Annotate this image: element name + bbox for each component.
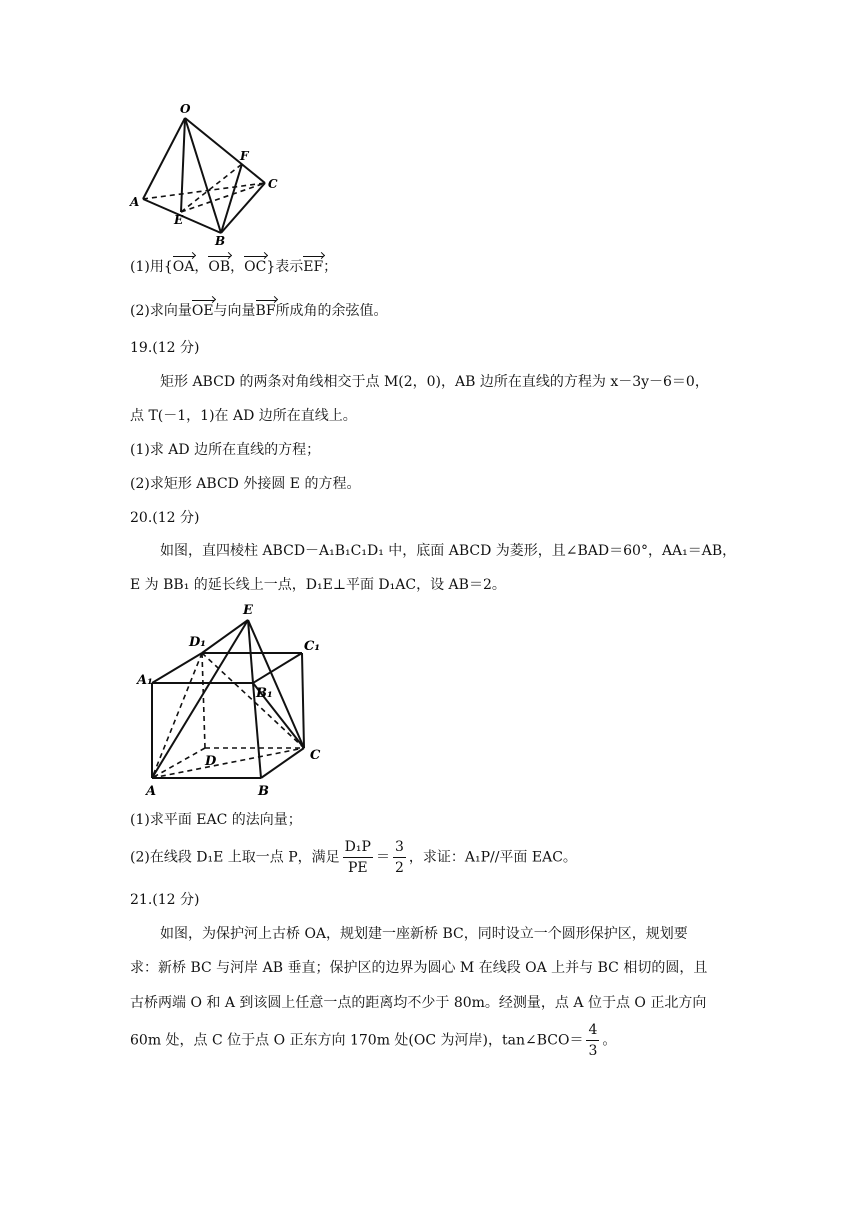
- q18-p1-prefix: (1)用{: [130, 259, 173, 275]
- q18-p2-prefix: (2)求向量: [130, 303, 192, 319]
- q21-stem-line4: [130, 1020, 616, 1061]
- q20-p2-suffix: ，求证：A₁P//平面 EAC。: [408, 849, 577, 866]
- fig2-label-E: E: [243, 603, 253, 618]
- fraction-4-over-3: [586, 1020, 599, 1061]
- fig1-label-E: E: [174, 213, 184, 227]
- q21-header: 21.(12 分): [130, 892, 200, 908]
- vector-ob: OB: [208, 255, 230, 277]
- q21-stem-line3: 古桥两端 O 和 A 到该圆上任意一点的距离均不少于 80m。经测量，点 A 位于点 O 正北方向: [130, 995, 707, 1011]
- fig2-label-B: B: [258, 784, 269, 799]
- q18-p2-mid: 与向量: [213, 303, 256, 319]
- fig2-label-A1: A₁: [137, 673, 153, 688]
- fraction-denominator: 2: [394, 860, 404, 876]
- fig2-label-C1: C₁: [304, 639, 321, 654]
- q20-stem-line2: E 为 BB₁ 的延长线上一点，D₁E⊥平面 D₁AC，设 AB＝2。: [130, 577, 506, 593]
- fig2-label-A: A: [146, 784, 157, 799]
- fraction-3-over-2: [393, 837, 406, 878]
- q18-comma2: ，: [230, 259, 245, 275]
- q18-p1-end: ；: [323, 259, 338, 275]
- q19-stem-line2: 点 T(－1，1)在 AD 边所在直线上。: [130, 408, 357, 424]
- fig2-label-B1: B₁: [256, 686, 273, 701]
- q18-p2-end: 所成角的余弦值。: [275, 303, 388, 319]
- q20-part2: [130, 837, 577, 878]
- fraction-d1p-over-pe: [343, 837, 373, 878]
- q20-header: 20.(12 分): [130, 510, 200, 526]
- q18-comma1: ，: [194, 259, 209, 275]
- fig1-label-O: O: [180, 102, 191, 116]
- fig1-label-C: C: [268, 177, 278, 191]
- q20-stem-line1: 如图，直四棱柱 ABCD－A₁B₁C₁D₁ 中，底面 ABCD 为菱形，且∠BAD＝60°，AA₁＝AB，: [160, 543, 737, 559]
- q18-part2: [130, 299, 388, 321]
- fig2-label-D1: D₁: [189, 635, 206, 650]
- q20-p2-prefix: (2)在线段 D₁E 上取一点 P，满足: [130, 849, 340, 866]
- q18-part1: [130, 255, 337, 277]
- fig2-label-C: C: [310, 748, 321, 763]
- fraction-numerator: 4: [586, 1020, 599, 1041]
- vector-ef: EF: [303, 255, 323, 277]
- fig1-label-B: B: [215, 234, 226, 248]
- fraction-denominator: PE: [347, 860, 368, 876]
- vector-oc: OC: [244, 255, 266, 277]
- fraction-numerator: 3: [393, 837, 406, 858]
- q21-stem-line1: 如图，为保护河上古桥 OA，规划建一座新桥 BC，同时设立一个圆形保护区，规划要: [160, 926, 688, 942]
- vector-bf: BF: [256, 299, 276, 321]
- q20-part1: (1)求平面 EAC 的法向量；: [130, 812, 302, 828]
- q21-stem-line2: 求：新桥 BC 与河岸 AB 垂直；保护区的边界为圆心 M 在线段 OA 上并与 BC 相切的圆，且: [130, 960, 708, 976]
- vector-oa: OA: [173, 255, 195, 277]
- fraction-denominator: 3: [588, 1043, 598, 1059]
- q19-header: 19.(12 分): [130, 340, 200, 356]
- q21-stem4-prefix: 60m 处，点 C 位于点 O 正东方向 170m 处(OC 为河岸)，tan∠BCO＝: [130, 1032, 584, 1049]
- q19-part2: (2)求矩形 ABCD 外接圆 E 的方程。: [130, 476, 361, 492]
- vector-oe: OE: [192, 299, 214, 321]
- equals-sign: ＝: [375, 849, 390, 866]
- fraction-numerator: D₁P: [343, 837, 373, 858]
- q19-part1: (1)求 AD 边所在直线的方程；: [130, 442, 321, 458]
- q18-p1-mid: }表示: [266, 259, 304, 275]
- fig1-label-F: F: [240, 149, 249, 163]
- q19-stem-line1: 矩形 ABCD 的两条对角线相交于点 M(2，0)，AB 边所在直线的方程为 x－3y－6＝0，: [160, 374, 709, 390]
- q21-stem4-suffix: 。: [602, 1032, 617, 1049]
- fig1-label-A: A: [130, 195, 140, 209]
- fig2-label-D: D: [205, 754, 217, 769]
